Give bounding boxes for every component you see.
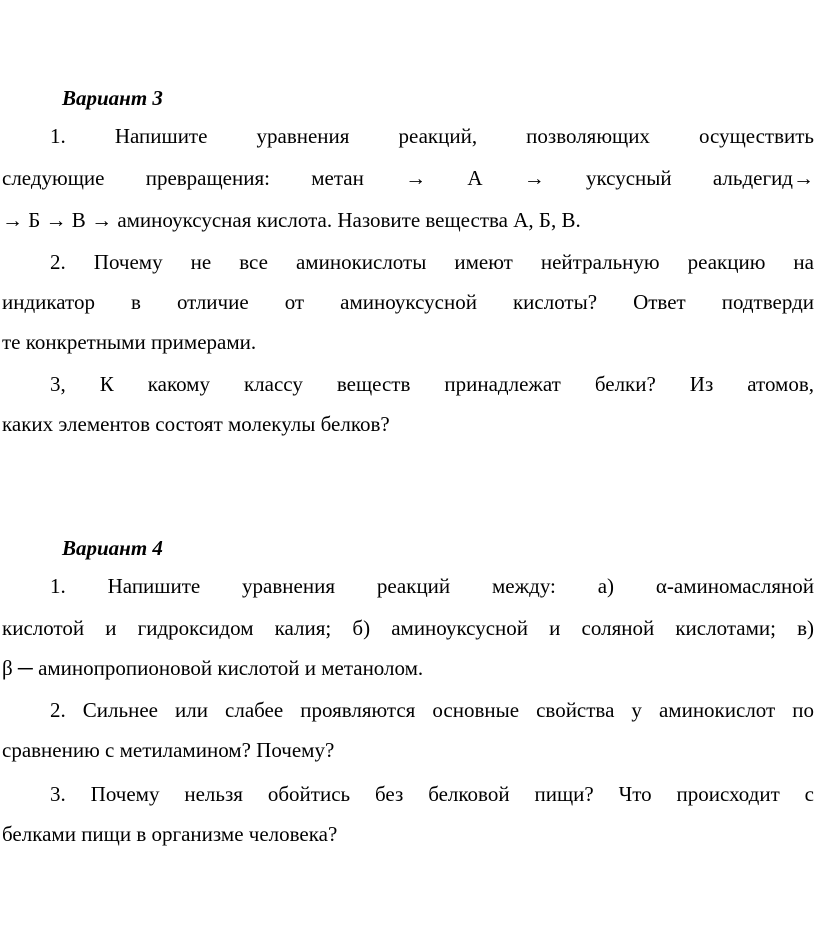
variant-3-q3-line-2: каких элементов состоят молекулы белков? <box>2 412 390 436</box>
variant-4-q3-line-2: белками пищи в организме человека? <box>2 822 338 846</box>
variant-4-q3-line-1: 3. Почему нельзя обойтись без белковой пищи? Что происходит с <box>50 782 814 806</box>
variant-4-heading: Вариант 4 <box>62 536 163 560</box>
variant-3-q1-line-3: → Б → В → аминоуксусная кислота. Назовите вещества А, Б, В. <box>2 208 581 232</box>
variant-4-q2-line-1: 2. Сильнее или слабее проявляются основные свойства у аминокислот по <box>50 698 814 722</box>
variant-3-q1-line-2: следующие превращения: метан → А → уксусный альдегид→ <box>2 166 814 190</box>
variant-3-heading: Вариант 3 <box>62 86 163 110</box>
variant-3-q2-line-1: 2. Почему не все аминокислоты имеют нейтральную реакцию на <box>50 250 814 274</box>
variant-4-q1-line-2: кислотой и гидроксидом калия; б) аминоуксусной и соляной кислотами; в) <box>2 616 814 640</box>
variant-3-q2-line-2: индикатор в отличие от аминоуксусной кислоты? Ответ подтверди <box>2 290 814 314</box>
variant-4-q1-line-1: 1. Напишите уравнения реакций между: а) α-аминомасляной <box>50 574 814 598</box>
variant-3-q1-line-1: 1. Напишите уравнения реакций, позволяющих осуществить <box>50 124 814 148</box>
variant-3-q2-line-3: те конкретными примерами. <box>2 330 257 354</box>
variant-4-q1-line-3: β ─ аминопропионовой кислотой и метанолом. <box>2 656 424 680</box>
variant-4-q2-line-2: сравнению с метиламином? Почему? <box>2 738 335 762</box>
variant-3-q3-line-1: 3, К какому классу веществ принадлежат белки? Из атомов, <box>50 372 814 396</box>
